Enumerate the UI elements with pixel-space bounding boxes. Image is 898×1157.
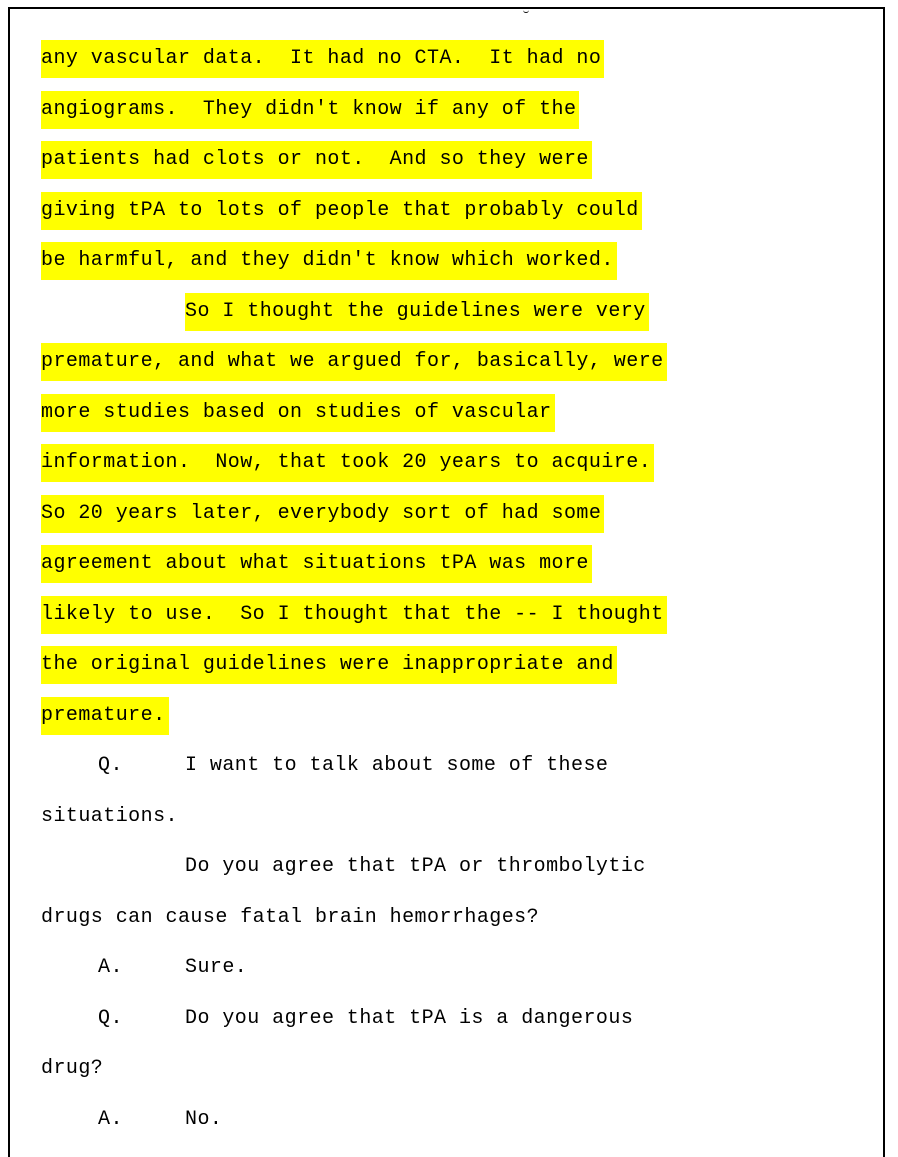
transcript-line — [41, 697, 667, 748]
line-text: situations. — [41, 804, 178, 828]
page-top-mark — [523, 9, 529, 13]
line-text: patients had clots or not. And so they were — [41, 141, 592, 179]
question-line — [98, 747, 611, 785]
line-text: more studies based on studies of vascular — [41, 394, 555, 432]
line-text: the original guidelines were inappropriate and — [41, 646, 617, 684]
question-line — [98, 1000, 636, 1038]
line-text: any vascular data. It had no CTA. It had no — [41, 40, 604, 78]
transcript-line — [41, 949, 667, 1000]
transcript-line — [41, 40, 667, 91]
transcript-line — [41, 91, 667, 142]
transcript-line — [41, 1101, 667, 1152]
line-text: agreement about what situations tPA was more — [41, 545, 592, 583]
transcript-page — [8, 7, 885, 1157]
line-text: premature. — [41, 697, 169, 735]
line-text: I want to talk about some of these — [185, 754, 609, 777]
line-text: drug? — [41, 1057, 104, 1080]
transcript-line — [41, 545, 667, 596]
transcript-line — [41, 596, 667, 647]
answer-tag: A. — [98, 1107, 123, 1131]
line-text: So 20 years later, everybody sort of had some — [41, 495, 604, 533]
transcript-line — [41, 242, 667, 293]
question-tag: Q. — [98, 754, 123, 777]
transcript-line — [41, 394, 667, 445]
transcript-line — [41, 141, 667, 192]
line-text: likely to use. So I thought that the -- I thought — [41, 596, 667, 634]
transcript-line — [41, 343, 667, 394]
answer-line — [98, 1101, 225, 1139]
line-text: Do you agree that tPA is a dangerous — [185, 1006, 634, 1030]
line-text: So I thought the guidelines were very — [185, 293, 649, 331]
line-text: premature, and what we argued for, basically, were — [41, 343, 667, 381]
transcript-line — [41, 192, 667, 243]
transcript-line — [41, 1000, 667, 1051]
transcript-line — [41, 444, 667, 495]
line-text: drugs can cause fatal brain hemorrhages? — [41, 905, 540, 929]
line-text: be harmful, and they didn't know which worked. — [41, 242, 617, 280]
transcript-line — [41, 798, 667, 849]
line-text: No. — [185, 1107, 223, 1131]
question-tag: Q. — [98, 1006, 123, 1030]
transcript-line — [41, 747, 667, 798]
transcript-line — [41, 495, 667, 546]
transcript-line — [41, 899, 667, 950]
transcript-line — [41, 646, 667, 697]
transcript-line — [41, 293, 667, 344]
transcript-lines — [41, 40, 667, 1151]
answer-line — [98, 949, 250, 987]
answer-tag: A. — [98, 956, 123, 979]
transcript-line — [41, 848, 667, 899]
line-text: angiograms. They didn't know if any of the — [41, 91, 579, 129]
line-text: Do you agree that tPA or thrombolytic — [185, 855, 646, 878]
line-text: Sure. — [185, 956, 248, 979]
line-text: information. Now, that took 20 years to acquire. — [41, 444, 654, 482]
transcript-line — [41, 1050, 667, 1101]
line-text: giving tPA to lots of people that probably could — [41, 192, 642, 230]
